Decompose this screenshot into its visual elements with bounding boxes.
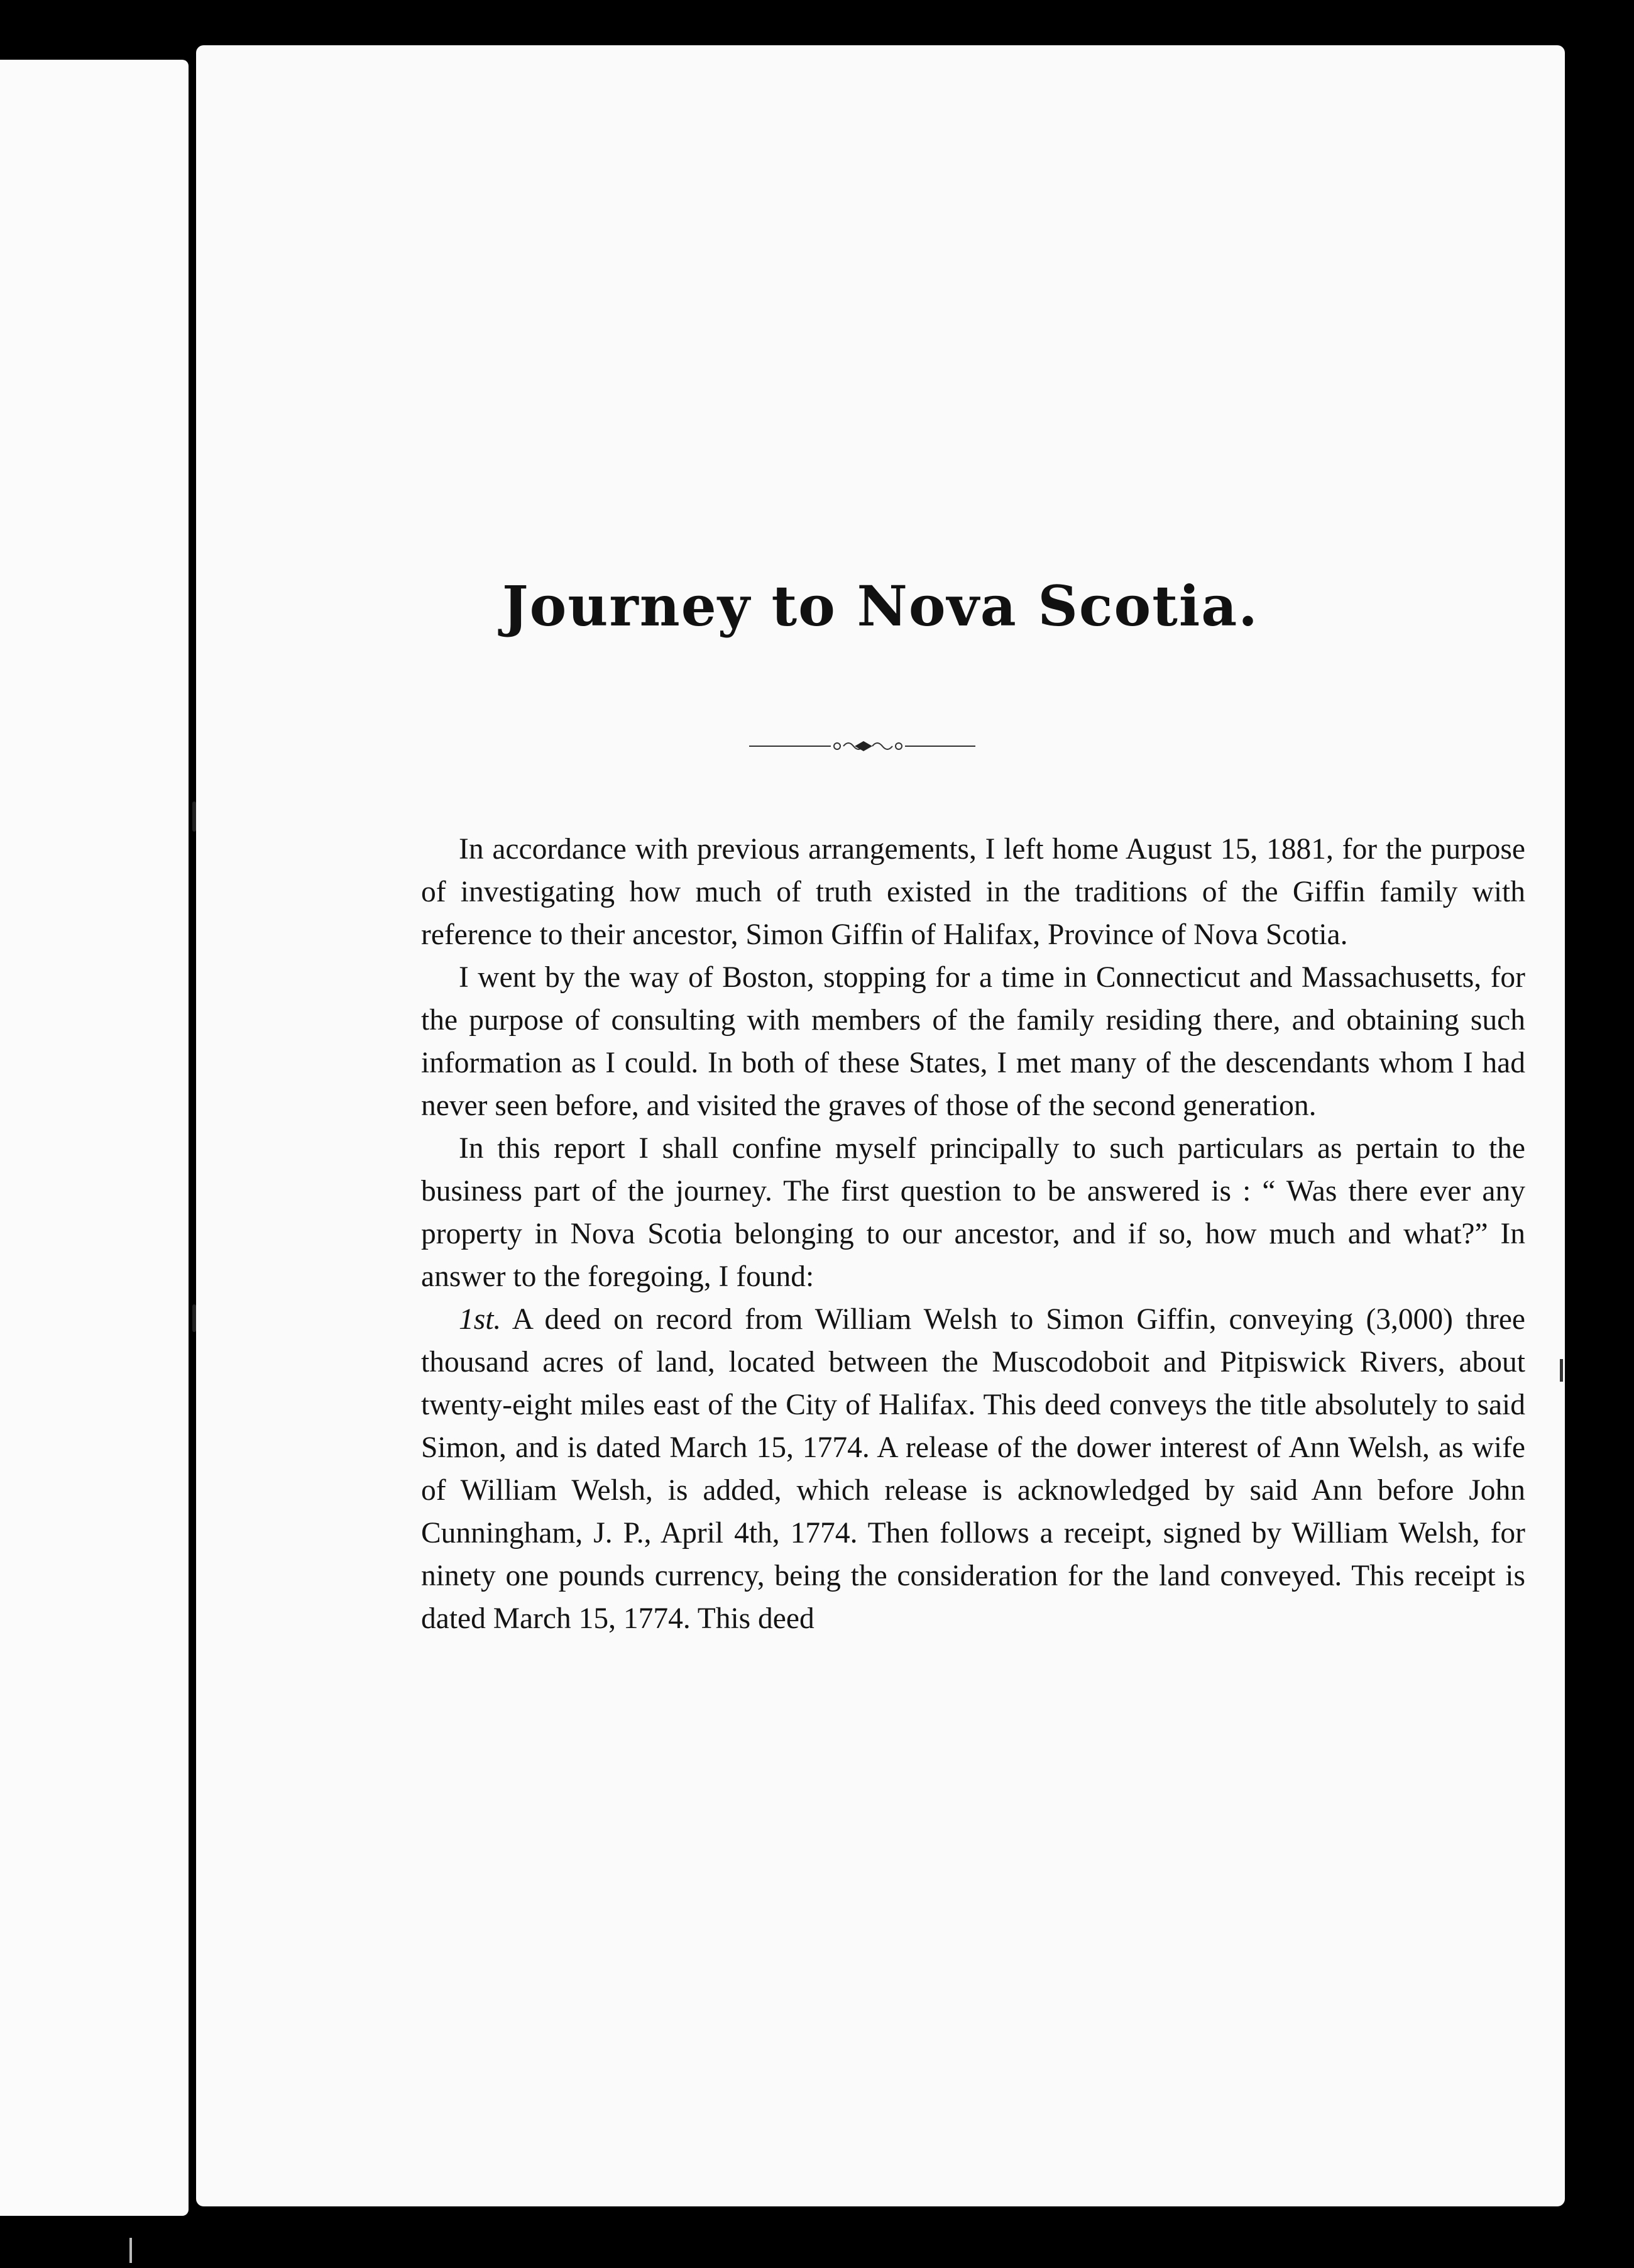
ordinal-label: 1st. bbox=[459, 1303, 502, 1336]
body-text bbox=[421, 828, 1525, 1640]
paragraph: In this report I shall confine myself principally to such particulars as pertain to the business part of the journey. The first question to be answered is : “ Was there ever any property in Nova Scotia belonging to our ancestor, and if so, how much and what?” In answer to the foregoing, I found: bbox=[421, 1132, 1525, 1293]
paragraph bbox=[421, 1298, 1525, 1640]
paragraph: In accordance with previous arrangements, I left home August 15, 1881, for the purpose of investigating how much of truth existed in the traditions of the Giffin family with reference to their ancestor, Simon Giffin of Halifax, Province of Nova Scotia. bbox=[421, 833, 1525, 951]
paragraph: I went by the way of Boston, stopping for a time in Connecticut and Massachusetts, for the purpose of consulting with members of the family residing there, and obtaining such information as I could. In both of these States, I met many of the descendants whom I had never seen before, and visited the graves of those of the second generation. bbox=[421, 961, 1525, 1122]
scan-artifact bbox=[129, 2238, 132, 2263]
page-title: Journey to Nova Scotia. bbox=[502, 573, 1259, 639]
facing-page-edge bbox=[0, 60, 189, 2216]
ornament-divider bbox=[749, 734, 975, 759]
document-page bbox=[196, 45, 1565, 2206]
paragraph-text: A deed on record from William Welsh to Simon Giffin, conveying (3,000) three thousand acres of land, located between the Muscodoboit and Pitpiswick Rivers, about twenty-eight miles east of the City of Halifax. This deed conveys the title absolutely to said Simon, and is dated March 15, 1774. A release of the dower interest of Ann Welsh, as wife of William Welsh, is added, which release is acknowledged by said Ann before John Cunningham, J. P., April 4th, 1774. Then follows a receipt, signed by William Welsh, for ninety one pounds currency, being the consideration for the land conveyed. This receipt is dated March 15, 1774. This deed bbox=[421, 1303, 1525, 1635]
margin-mark bbox=[1560, 1359, 1563, 1382]
